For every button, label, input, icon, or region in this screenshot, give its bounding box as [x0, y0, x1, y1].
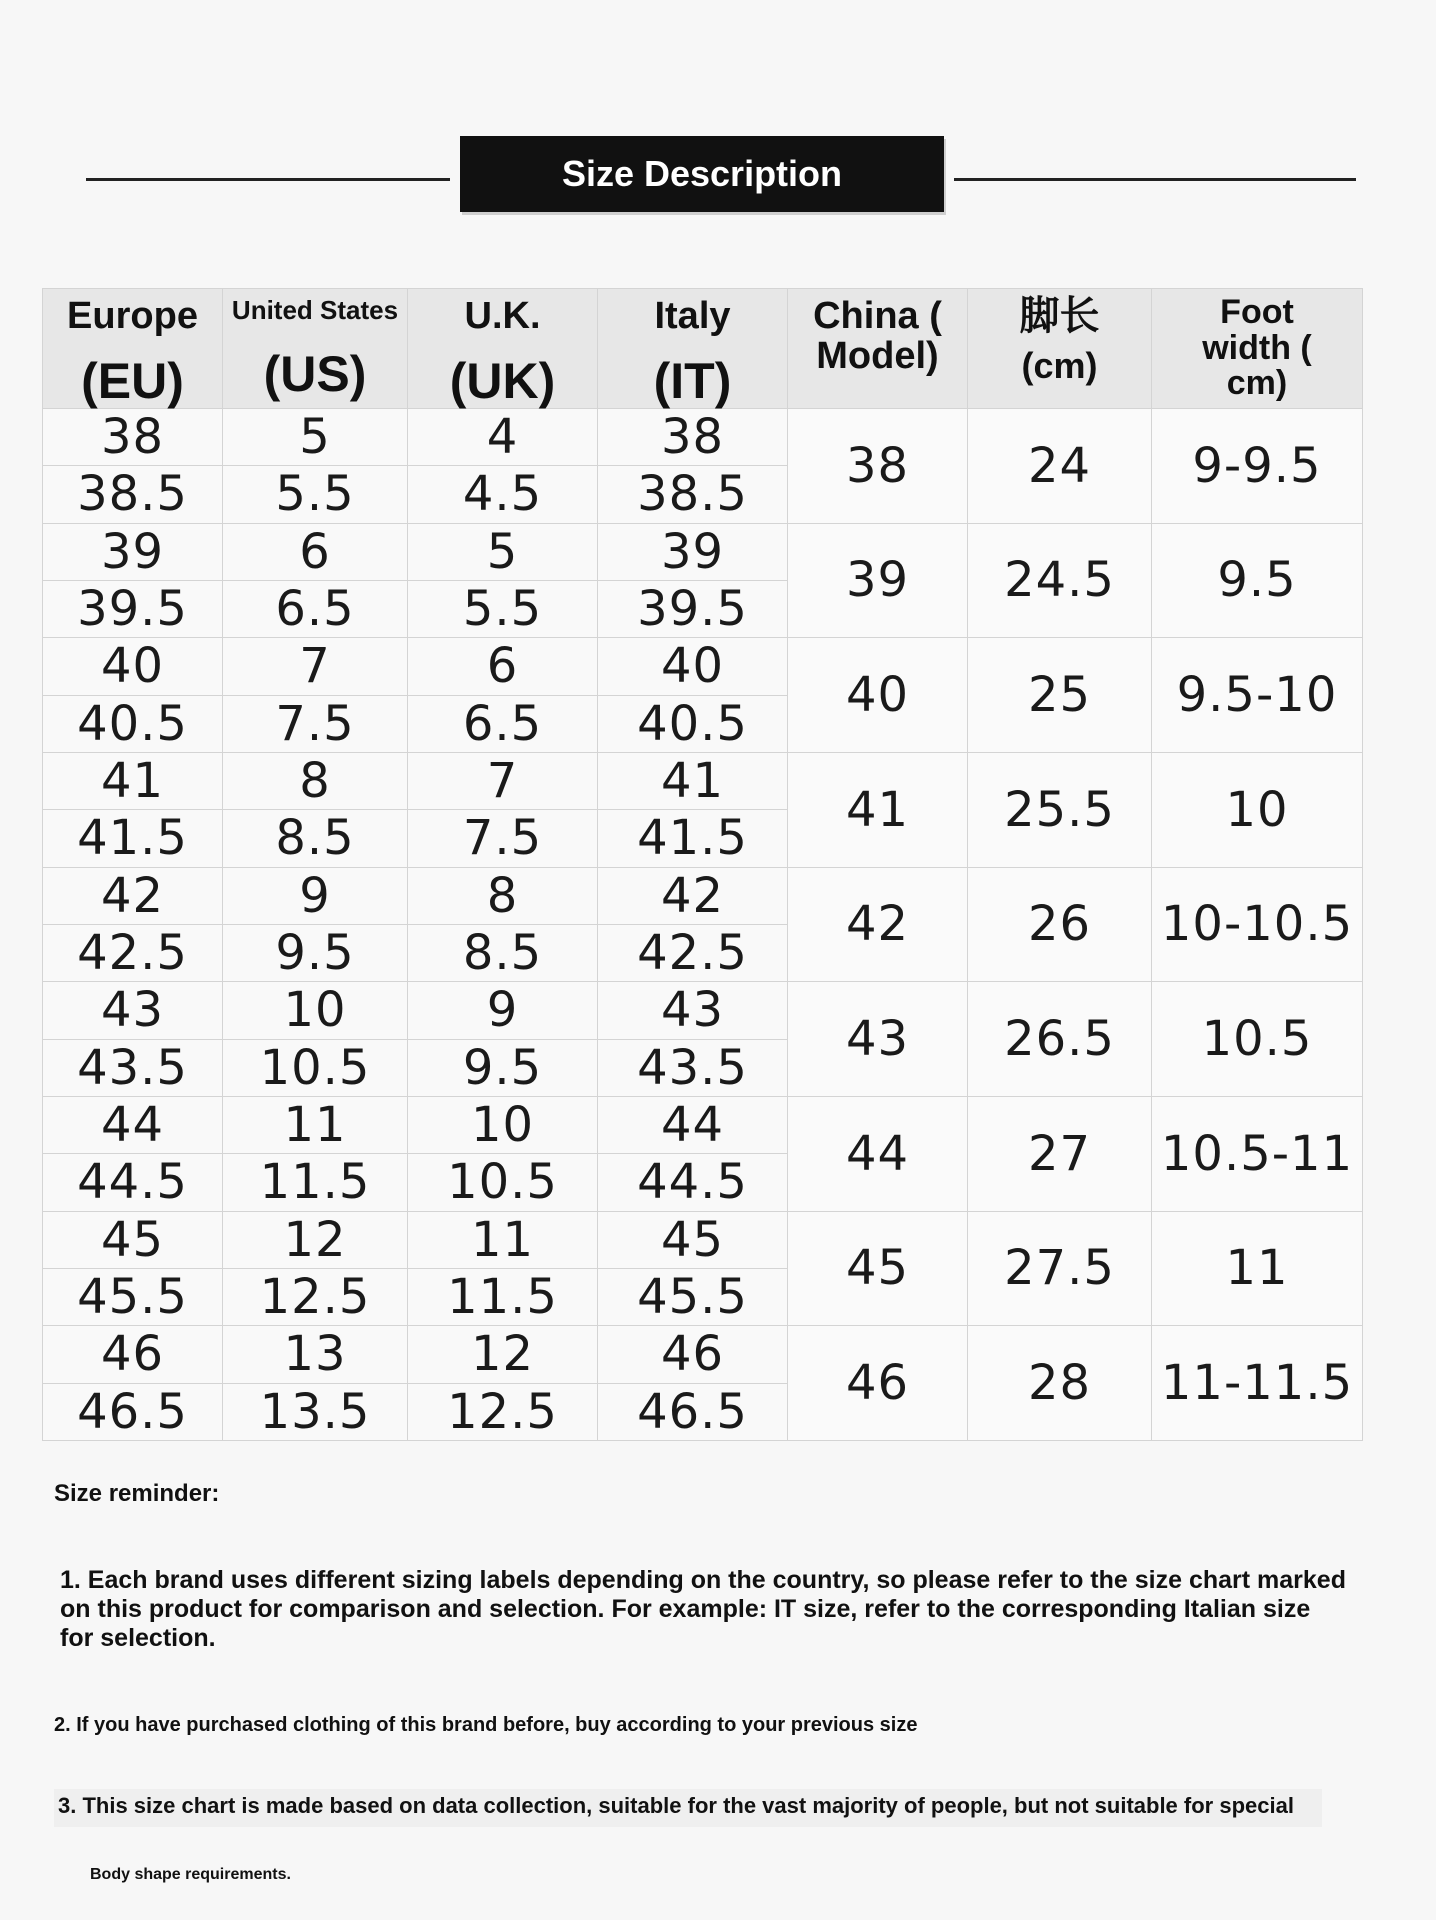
uk-size-cell: 8 — [408, 867, 598, 924]
table-row — [43, 867, 1363, 924]
us-size-cell: 9 — [223, 867, 408, 924]
us-size-cell: 12 — [223, 1211, 408, 1268]
foot-width-cell: 10.5-11 — [1152, 1096, 1363, 1211]
it-size-cell: 42.5 — [598, 924, 788, 981]
eu-size-cell: 40 — [43, 638, 223, 695]
cn-size-cell: 40 — [788, 638, 968, 753]
size-note-3: 3. This size chart is made based on data collection, suitable for the vast majority of people, but not suitable for special — [54, 1789, 1322, 1827]
header-uk-top: U.K. — [464, 295, 541, 337]
cn-size-cell: 38 — [788, 409, 968, 524]
us-size-cell: 11.5 — [223, 1154, 408, 1211]
it-size-cell: 46 — [598, 1326, 788, 1383]
us-size-cell: 11 — [223, 1096, 408, 1153]
foot-width-cell: 11 — [1152, 1211, 1363, 1326]
eu-size-cell: 46.5 — [43, 1383, 223, 1440]
uk-size-cell: 12.5 — [408, 1383, 598, 1440]
eu-size-cell: 40.5 — [43, 695, 223, 752]
it-size-cell: 40.5 — [598, 695, 788, 752]
it-size-cell: 38.5 — [598, 466, 788, 523]
foot-length-cell: 26.5 — [968, 982, 1152, 1097]
cn-size-cell: 39 — [788, 523, 968, 638]
it-size-cell: 43 — [598, 982, 788, 1039]
eu-size-cell: 39.5 — [43, 580, 223, 637]
eu-size-cell: 45.5 — [43, 1268, 223, 1325]
us-size-cell: 6 — [223, 523, 408, 580]
uk-size-cell: 12 — [408, 1326, 598, 1383]
uk-size-cell: 9.5 — [408, 1039, 598, 1096]
table-row — [43, 1326, 1363, 1383]
uk-size-cell: 11.5 — [408, 1268, 598, 1325]
uk-size-cell: 5 — [408, 523, 598, 580]
table-row — [43, 523, 1363, 580]
foot-width-cell: 9.5 — [1152, 523, 1363, 638]
size-reminder-heading: Size reminder: — [54, 1480, 220, 1507]
cn-size-cell: 44 — [788, 1096, 968, 1211]
eu-size-cell: 45 — [43, 1211, 223, 1268]
header-us — [223, 289, 408, 409]
uk-size-cell: 7.5 — [408, 810, 598, 867]
header-uk-bottom: (UK) — [449, 352, 556, 409]
us-size-cell: 8 — [223, 752, 408, 809]
table-body — [43, 409, 1363, 1441]
header-foot-width-top: Foot — [1220, 293, 1294, 331]
size-note-1: 1. Each brand uses different sizing labels depending on the country, so please refer to the size chart marked on this product for comparison and selection. For example: IT size, refer to the corresponding Italian size for selection. — [60, 1566, 1346, 1652]
header-eu — [43, 289, 223, 409]
uk-size-cell: 6.5 — [408, 695, 598, 752]
it-size-cell: 40 — [598, 638, 788, 695]
it-size-cell: 41 — [598, 752, 788, 809]
foot-length-cell: 26 — [968, 867, 1152, 982]
table-row — [43, 1096, 1363, 1153]
header-cn-bottom: Model) — [816, 334, 939, 377]
table-row — [43, 982, 1363, 1039]
foot-width-cell: 10 — [1152, 752, 1363, 867]
header-eu-top: Europe — [67, 295, 198, 337]
us-size-cell: 10 — [223, 982, 408, 1039]
header-it-bottom: (IT) — [653, 352, 732, 409]
it-size-cell: 38 — [598, 409, 788, 466]
uk-size-cell: 4.5 — [408, 466, 598, 523]
table-row — [43, 409, 1363, 466]
cn-size-cell: 45 — [788, 1211, 968, 1326]
us-size-cell: 5.5 — [223, 466, 408, 523]
eu-size-cell: 41 — [43, 752, 223, 809]
uk-size-cell: 5.5 — [408, 580, 598, 637]
header-foot-length-top: 脚长 — [1019, 294, 1100, 338]
cn-size-cell: 42 — [788, 867, 968, 982]
eu-size-cell: 43.5 — [43, 1039, 223, 1096]
foot-width-cell: 11-11.5 — [1152, 1326, 1363, 1441]
it-size-cell: 46.5 — [598, 1383, 788, 1440]
uk-size-cell: 10 — [408, 1096, 598, 1153]
us-size-cell: 10.5 — [223, 1039, 408, 1096]
foot-width-cell: 9-9.5 — [1152, 409, 1363, 524]
it-size-cell: 44.5 — [598, 1154, 788, 1211]
header-foot-length — [968, 289, 1152, 409]
us-size-cell: 6.5 — [223, 580, 408, 637]
table-header-row — [43, 289, 1363, 409]
us-size-cell: 13.5 — [223, 1383, 408, 1440]
uk-size-cell: 10.5 — [408, 1154, 598, 1211]
table-row — [43, 1211, 1363, 1268]
it-size-cell: 39 — [598, 523, 788, 580]
table-row — [43, 752, 1363, 809]
header-foot-length-bottom: (cm) — [1021, 345, 1098, 386]
eu-size-cell: 38.5 — [43, 466, 223, 523]
foot-width-cell: 10-10.5 — [1152, 867, 1363, 982]
cn-size-cell: 41 — [788, 752, 968, 867]
size-note-4: Body shape requirements. — [90, 1866, 291, 1883]
uk-size-cell: 4 — [408, 409, 598, 466]
header-foot-width-middle: width ( — [1202, 328, 1312, 367]
foot-length-cell: 25.5 — [968, 752, 1152, 867]
us-size-cell: 12.5 — [223, 1268, 408, 1325]
us-size-cell: 13 — [223, 1326, 408, 1383]
it-size-cell: 39.5 — [598, 580, 788, 637]
uk-size-cell: 9 — [408, 982, 598, 1039]
eu-size-cell: 39 — [43, 523, 223, 580]
header-uk — [408, 289, 598, 409]
uk-size-cell: 11 — [408, 1211, 598, 1268]
it-size-cell: 43.5 — [598, 1039, 788, 1096]
foot-length-cell: 28 — [968, 1326, 1152, 1441]
foot-length-cell: 24.5 — [968, 523, 1152, 638]
uk-size-cell: 7 — [408, 752, 598, 809]
it-size-cell: 45 — [598, 1211, 788, 1268]
foot-length-cell: 24 — [968, 409, 1152, 524]
eu-size-cell: 43 — [43, 982, 223, 1039]
uk-size-cell: 8.5 — [408, 924, 598, 981]
foot-width-cell: 9.5-10 — [1152, 638, 1363, 753]
cn-size-cell: 46 — [788, 1326, 968, 1441]
header-foot-width — [1152, 289, 1363, 409]
us-size-cell: 5 — [223, 409, 408, 466]
eu-size-cell: 42 — [43, 867, 223, 924]
header-cn — [788, 289, 968, 409]
eu-size-cell: 44 — [43, 1096, 223, 1153]
it-size-cell: 44 — [598, 1096, 788, 1153]
eu-size-cell: 44.5 — [43, 1154, 223, 1211]
eu-size-cell: 41.5 — [43, 810, 223, 867]
foot-length-cell: 25 — [968, 638, 1152, 753]
size-note-2: 2. If you have purchased clothing of this brand before, buy according to your previous size — [54, 1714, 918, 1736]
foot-length-cell: 27.5 — [968, 1211, 1152, 1326]
foot-width-cell: 10.5 — [1152, 982, 1363, 1097]
header-eu-bottom: (EU) — [81, 352, 184, 409]
header-foot-width-bottom: cm) — [1226, 364, 1288, 403]
size-chart-table — [42, 288, 1363, 1441]
eu-size-cell: 42.5 — [43, 924, 223, 981]
us-size-cell: 7.5 — [223, 695, 408, 752]
header-us-bottom: (US) — [263, 346, 367, 403]
it-size-cell: 42 — [598, 867, 788, 924]
foot-length-cell: 27 — [968, 1096, 1152, 1211]
us-size-cell: 9.5 — [223, 924, 408, 981]
title-rule-right — [954, 178, 1356, 181]
uk-size-cell: 6 — [408, 638, 598, 695]
it-size-cell: 41.5 — [598, 810, 788, 867]
title-rule-left — [86, 178, 450, 181]
table-row — [43, 638, 1363, 695]
it-size-cell: 45.5 — [598, 1268, 788, 1325]
cn-size-cell: 43 — [788, 982, 968, 1097]
us-size-cell: 8.5 — [223, 810, 408, 867]
header-it — [598, 289, 788, 409]
page-title: Size Description — [460, 136, 944, 212]
header-cn-top: China ( — [813, 295, 942, 337]
eu-size-cell: 46 — [43, 1326, 223, 1383]
eu-size-cell: 38 — [43, 409, 223, 466]
us-size-cell: 7 — [223, 638, 408, 695]
header-it-top: Italy — [654, 295, 731, 337]
header-us-top: United States — [231, 295, 399, 325]
